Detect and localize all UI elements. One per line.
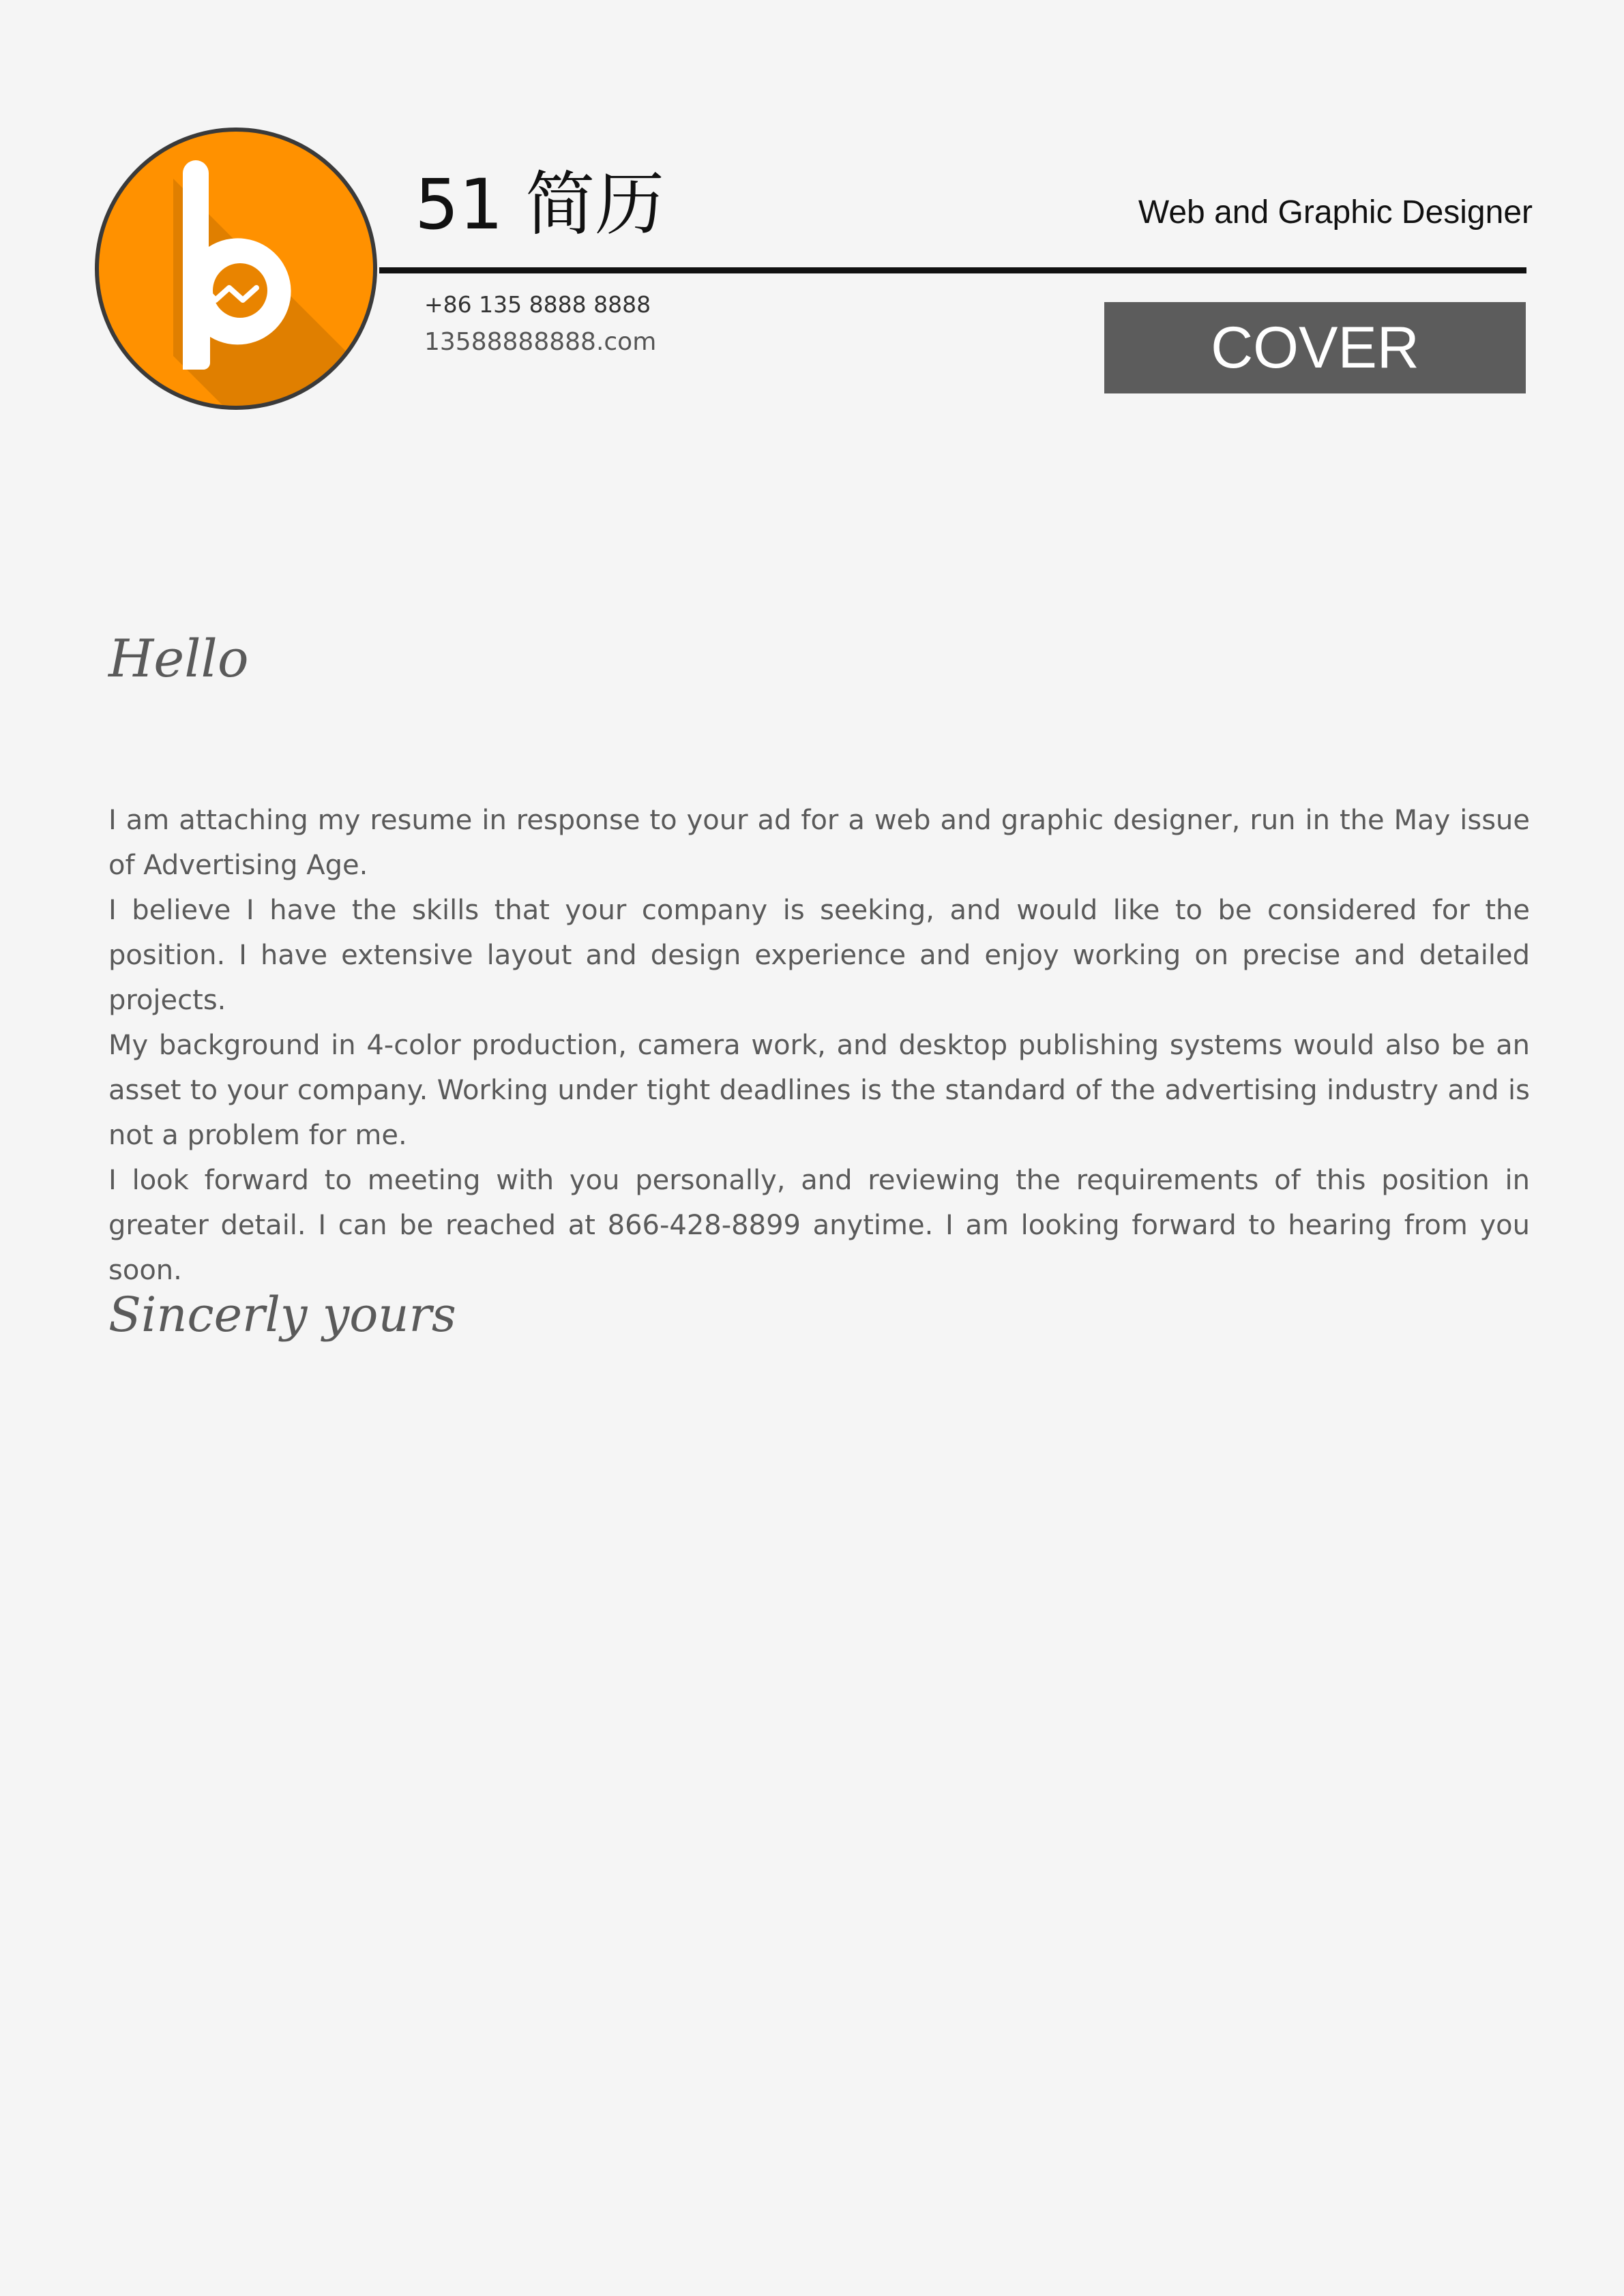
cover-badge: COVER	[1104, 302, 1526, 393]
phone-number: +86 135 8888 8888	[424, 291, 651, 318]
website-link[interactable]: 13588888888.com	[424, 328, 657, 356]
greeting: Hello	[108, 628, 249, 689]
letter-body	[108, 798, 1530, 1293]
letter-paragraph: My background in 4-color production, camera work, and desktop publishing systems would also be an asset to your company. Working under tight deadlines is the standard of the advertising industry and is not a problem for me.	[108, 1030, 1530, 1151]
letter-paragraph: I am attaching my resume in response to your ad for a web and graphic designer, run in the May issue of Advertising Age.	[108, 805, 1530, 881]
letter-paragraph: I believe I have the skills that your company is seeking, and would like to be considered for the position. I have extensive layout and design experience and enjoy working on precise and detailed projects.	[108, 895, 1530, 1016]
job-title: Web and Graphic Designer	[1138, 194, 1533, 230]
candidate-name: 51 简历	[415, 164, 665, 245]
header-divider	[379, 267, 1526, 273]
bulb-b-logo-icon	[93, 125, 379, 412]
closing-signoff: Sincerly yours	[108, 1287, 456, 1343]
letter-paragraph: I look forward to meeting with you personally, and reviewing the requirements of this position in greater detail. I can be reached at 866-428-8899 anytime. I am looking forward to hearing from you soon.	[108, 1165, 1530, 1286]
